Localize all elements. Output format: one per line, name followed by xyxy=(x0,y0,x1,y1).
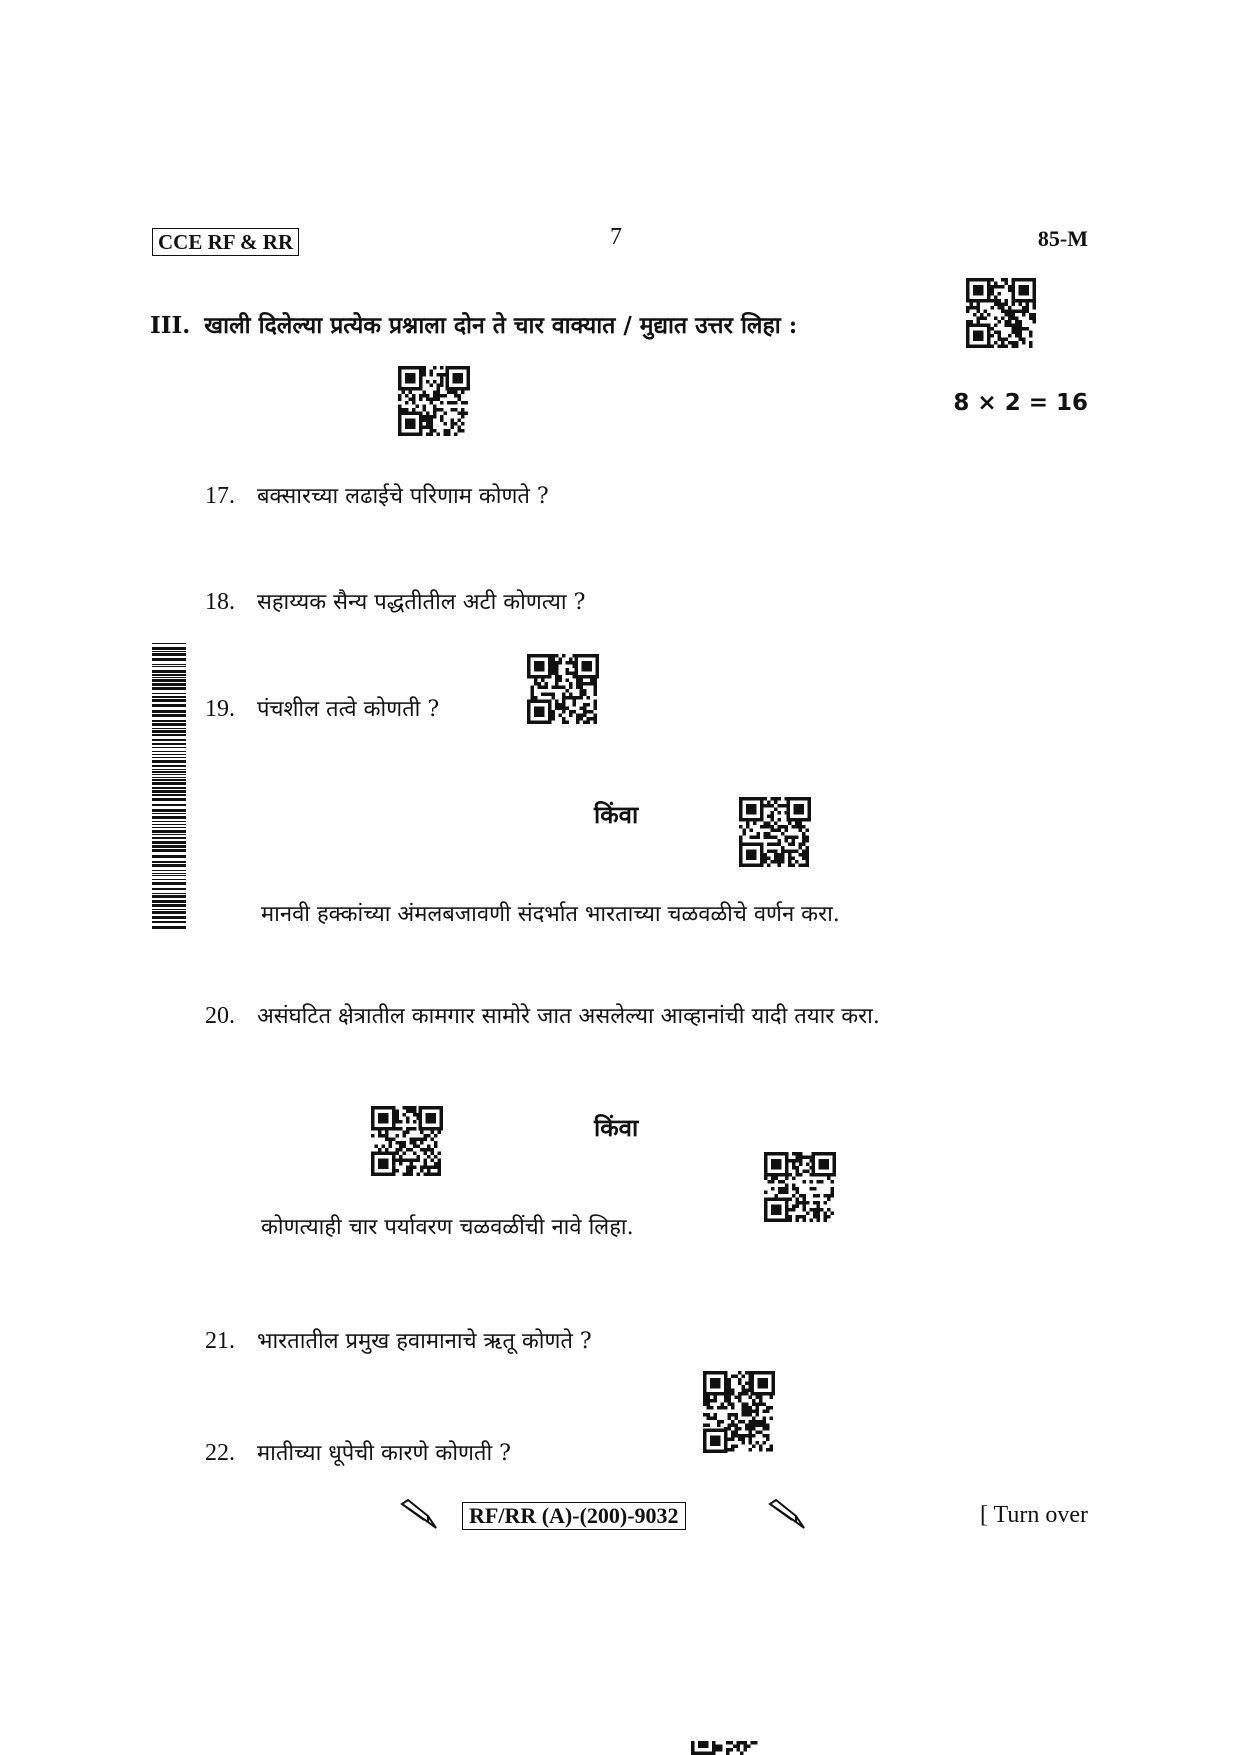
qr-code-icon xyxy=(398,366,470,436)
qr-code-icon xyxy=(691,1741,763,1755)
question-text: मातीच्या धूपेची कारणे कोणती ? xyxy=(257,1441,511,1466)
pencil-icon xyxy=(766,1498,812,1530)
or-label-1: किंवा xyxy=(594,800,639,829)
pencil-icon xyxy=(398,1498,444,1530)
header-box: CCE RF & RR xyxy=(152,228,299,256)
question-19-alternative: मानवी हक्कांच्या अंमलबजावणी संदर्भात भारताच्या चळवळीचे वर्णन करा. xyxy=(261,902,840,927)
qr-code-icon xyxy=(966,278,1036,348)
qr-code-icon xyxy=(703,1371,775,1453)
question-text: पंचशील तत्वे कोणती ? xyxy=(257,697,440,722)
footer-code: RF/RR (A)-(200)-9032 xyxy=(462,1502,686,1530)
question-number: 21. xyxy=(205,1328,235,1354)
qr-code-icon xyxy=(371,1106,443,1176)
section-marks: 8 × 2 = 16 xyxy=(953,390,1088,416)
question-19 xyxy=(205,693,439,723)
question-17 xyxy=(205,480,549,510)
question-20 xyxy=(205,1000,880,1030)
section-heading xyxy=(150,308,797,340)
question-number: 20. xyxy=(205,1003,235,1029)
question-18 xyxy=(205,586,585,616)
paper-code: 85-M xyxy=(1037,226,1088,251)
qr-code-icon xyxy=(527,654,599,724)
page-number: 7 xyxy=(610,224,622,250)
question-22 xyxy=(205,1437,511,1467)
question-text: बक्सारच्या लढाईचे परिणाम कोणते ? xyxy=(257,484,549,509)
question-20-alternative: कोणत्याही चार पर्यावरण चळवळींची नावे लिहा. xyxy=(261,1215,634,1240)
or-label-2: किंवा xyxy=(594,1113,639,1142)
question-number: 18. xyxy=(205,589,235,615)
question-text: असंघटित क्षेत्रातील कामगार सामोरे जात असलेल्या आव्हानांची यादी तयार करा. xyxy=(257,1004,880,1029)
barcode-icon xyxy=(152,643,186,931)
question-number: 17. xyxy=(205,483,235,509)
question-number: 22. xyxy=(205,1440,235,1466)
qr-code-icon xyxy=(739,797,811,867)
turn-over-label: [ Turn over xyxy=(979,1502,1088,1528)
section-number: III. xyxy=(150,312,191,339)
question-text: सहाय्यक सैन्य पद्धतीतील अटी कोणत्या ? xyxy=(257,590,586,615)
section-instruction: खाली दिलेल्या प्रत्येक प्रश्नाला दोन ते चार वाक्यात / मुद्यात उत्तर लिहा : xyxy=(204,312,798,339)
qr-code-icon xyxy=(764,1152,836,1222)
question-21 xyxy=(205,1325,592,1355)
question-text: भारतातील प्रमुख हवामानाचे ऋतू कोणते ? xyxy=(257,1329,592,1354)
question-number: 19. xyxy=(205,696,235,722)
